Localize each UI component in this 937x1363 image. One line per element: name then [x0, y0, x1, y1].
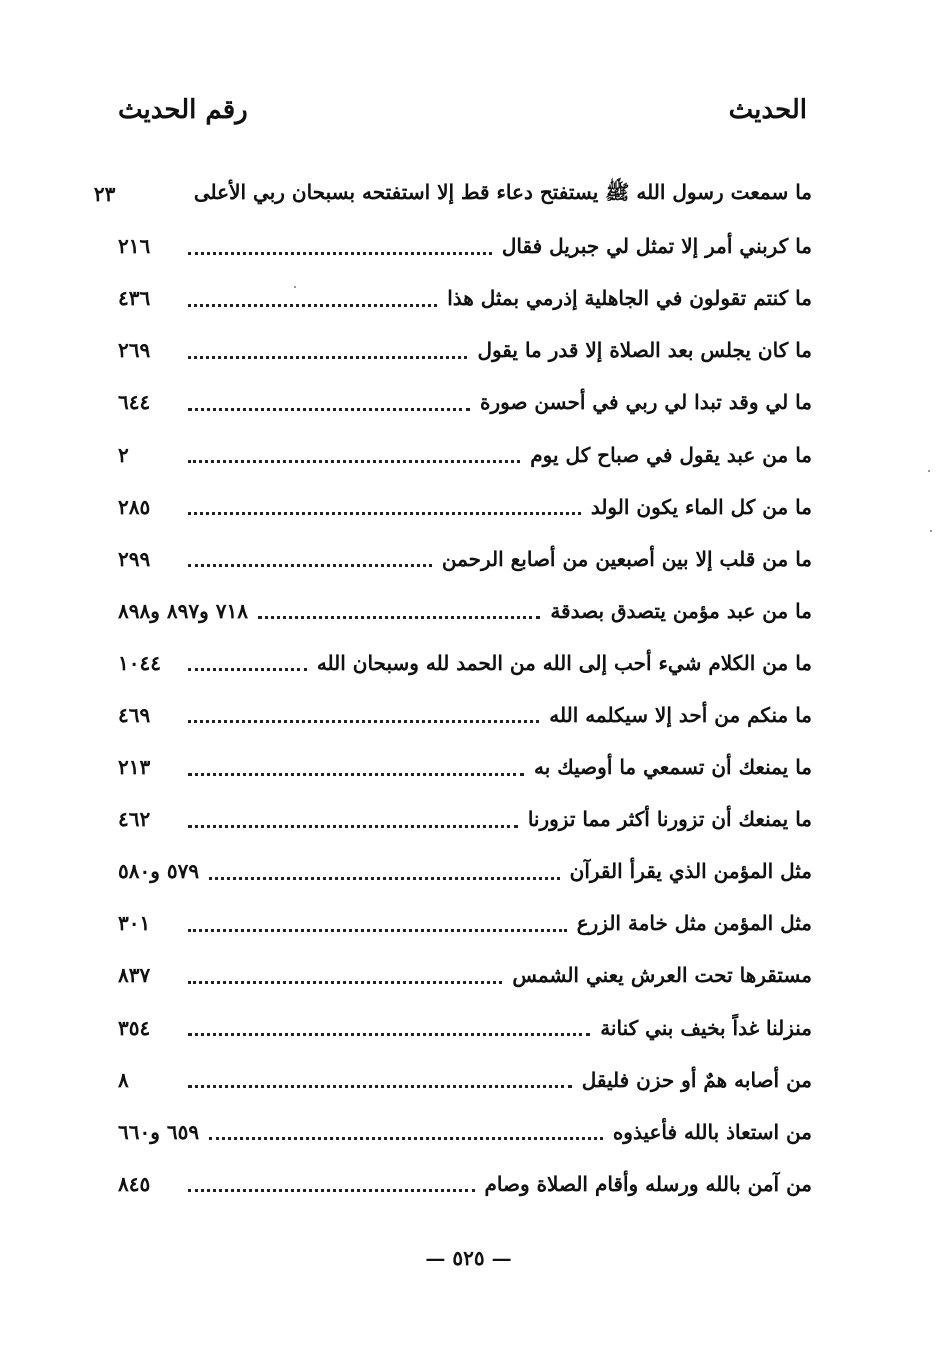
entry-number: ٧١٨ و٨٩٧ و٨٩٨: [118, 598, 248, 623]
index-entry: [93, 168, 812, 220]
entry-number: ٢٨٥: [118, 494, 151, 519]
entry-text: ما كربني أمر إلا تمثل لي جبريل فقال: [501, 234, 812, 259]
dot-leader: [188, 460, 520, 463]
dot-leader: [188, 408, 470, 411]
index-entry: [118, 324, 812, 376]
entry-text: ما من عبد مؤمن يتصدق بصدقة: [550, 598, 812, 623]
entry-number: ٣٠١: [118, 911, 151, 936]
dot-leader: [188, 1189, 475, 1192]
entry-number: ٨٣٧: [118, 963, 151, 988]
entry-text: ما كنتم تقولون في الجاهلية إذرمي بمثل هذا: [447, 286, 812, 311]
entry-text: ما من كل الماء يكون الولد: [590, 494, 812, 519]
entry-number: ٢٩٩: [118, 546, 151, 571]
index-entry: [118, 845, 812, 897]
index-entry: [118, 949, 812, 1001]
entry-text: ما منكم من أحد إلا سيكلمه الله: [549, 702, 812, 727]
scan-speck: [928, 470, 930, 472]
dot-leader: [188, 304, 437, 307]
index-entry: [118, 637, 812, 689]
dot-leader: [188, 1033, 590, 1036]
page-header: [118, 90, 807, 130]
entry-number: ٣٥٤: [118, 1015, 151, 1040]
dot-leader: [188, 825, 518, 828]
entry-text: ما من الكلام شيء أحب إلى الله من الحمد لله وسبحان الله: [316, 650, 812, 675]
entry-number: ٨: [118, 1067, 129, 1092]
index-entry: [118, 1002, 812, 1054]
entry-number: ٤٦٢: [118, 807, 151, 832]
dot-leader: [188, 1085, 572, 1088]
dot-leader: [188, 929, 567, 932]
scan-speck: [930, 530, 932, 532]
index-entry: [118, 585, 812, 637]
entry-text: ما لي وقد تبدا لي ربي في أحسن صورة: [480, 390, 812, 415]
dot-leader: [188, 773, 524, 776]
index-entry: [118, 376, 812, 428]
index-entry: [118, 1158, 812, 1210]
entry-text: ما يمنعك أن تسمعي ما أوصيك به: [534, 755, 812, 780]
index-entry: [118, 428, 812, 480]
page-number: — ٥٢٥ —: [425, 1246, 512, 1270]
dot-leader: [188, 720, 539, 723]
entry-number: ٦٥٩ و٦٦٠: [118, 1119, 200, 1144]
entry-text: مستقرها تحت العرش يعني الشمس: [512, 963, 812, 988]
entry-number: ٦٤٤: [118, 390, 151, 415]
entry-text: ما من قلب إلا بين أصبعين من أصابع الرحمن: [441, 546, 812, 571]
index-entry: [118, 897, 812, 949]
index-entry: [118, 533, 812, 585]
entry-text: ما سمعت رسول الله ﷺ يستفتح دعاء قط إلا استفتحه بسبحان ربي الأعلى: [193, 179, 812, 204]
entry-number: ٥٧٩ و٥٨٠: [118, 859, 200, 884]
scan-speck: [294, 286, 296, 288]
entry-text: من آمن بالله ورسله وأقام الصلاة وصام: [484, 1171, 812, 1196]
entry-text: مثل المؤمن الذي يقرأ القرآن: [569, 859, 812, 884]
entry-number: ٢: [118, 442, 129, 467]
entry-text: من استعاذ بالله فأعيذوه: [612, 1119, 812, 1144]
dot-leader: [209, 877, 560, 880]
entry-number: ١٠٤٤: [118, 650, 161, 675]
entry-text: ما من عبد يقول في صباح كل يوم: [530, 442, 812, 467]
entry-text: مثل المؤمن مثل خامة الزرع: [576, 911, 812, 936]
hadith-index-list: [93, 168, 812, 1210]
entry-number: ٢٣: [93, 182, 116, 207]
entry-text: ما يمنعك أن تزورنا أكثر مما تزورنا: [527, 807, 812, 832]
index-entry: [118, 272, 812, 324]
dot-leader: [188, 356, 467, 359]
dot-leader: [188, 252, 492, 255]
dot-leader: [188, 981, 502, 984]
header-hadith-number-label: رقم الحديث: [118, 95, 248, 125]
index-entry: [118, 220, 812, 272]
entry-number: ٤٣٦: [118, 286, 151, 311]
index-entry: [118, 793, 812, 845]
entry-number: ٢١٦: [118, 234, 151, 259]
entry-number: ٢١٣: [118, 755, 151, 780]
index-entry: [118, 741, 812, 793]
dot-leader: [188, 668, 307, 671]
header-hadith-label: الحديث: [728, 95, 807, 125]
index-entry: [118, 689, 812, 741]
dot-leader: [188, 564, 432, 567]
index-entry: [118, 481, 812, 533]
entry-number: ٢٦٩: [118, 338, 151, 363]
entry-text: ما كان يجلس بعد الصلاة إلا قدر ما يقول: [477, 338, 812, 363]
dot-leader: [209, 1137, 603, 1140]
dot-leader: [258, 616, 540, 619]
entry-text: من أصابه همٌ أو حزن فليقل: [581, 1067, 812, 1092]
entry-number: ٤٦٩: [118, 702, 151, 727]
entry-number: ٨٤٥: [118, 1171, 151, 1196]
index-entry: [118, 1054, 812, 1106]
index-entry: [118, 1106, 812, 1158]
entry-text: منزلنا غداً بخيف بني كنانة: [600, 1015, 812, 1040]
dot-leader: [188, 512, 581, 515]
